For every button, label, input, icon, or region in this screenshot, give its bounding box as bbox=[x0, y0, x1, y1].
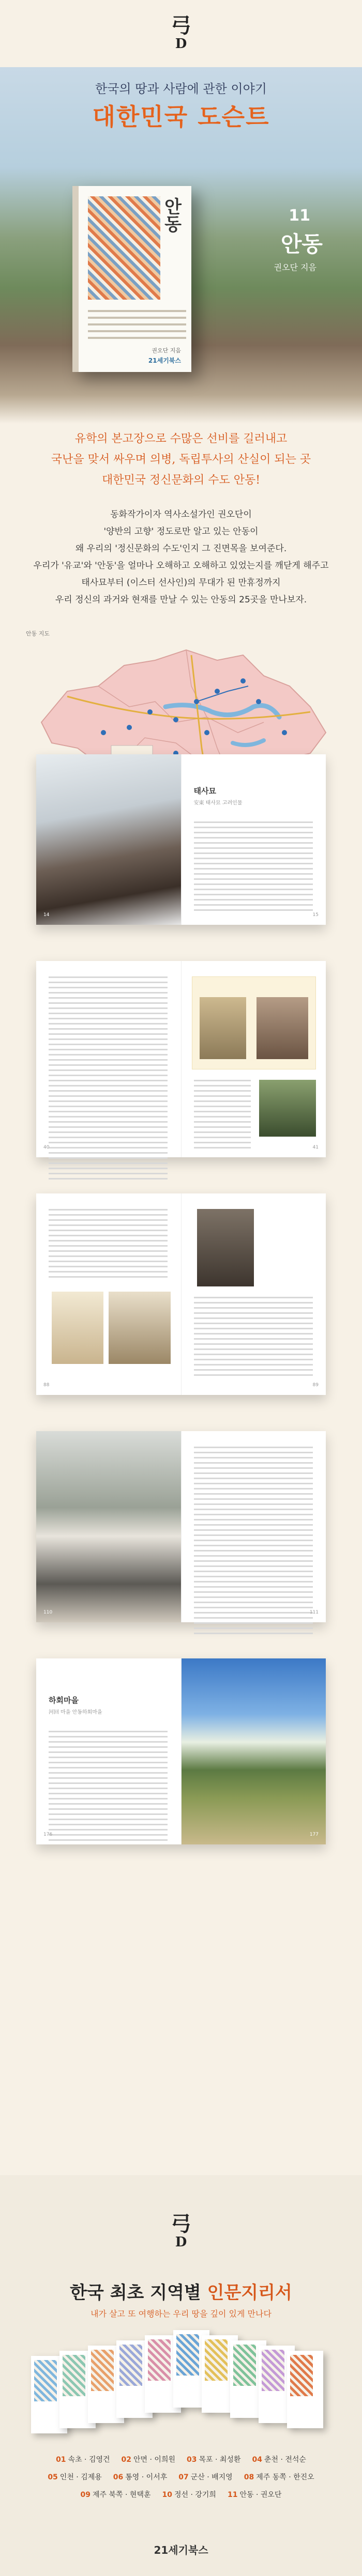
preview-spread-4 bbox=[36, 1431, 326, 1622]
publisher-logo: 21세기북스 bbox=[154, 2544, 208, 2556]
docent-logo-icon: 弓 D bbox=[171, 13, 191, 52]
hero-subtitle: 한국의 땅과 사람에 관한 이야기 bbox=[95, 82, 267, 96]
volume-item: 01 속초 · 김영건 bbox=[56, 2456, 110, 2464]
photo-portrait bbox=[197, 1209, 254, 1286]
volume-item: 10 정선 · 강기희 bbox=[162, 2491, 216, 2499]
book-cover bbox=[72, 186, 191, 372]
photo-hahoe-landscape bbox=[182, 1658, 326, 1844]
photo-snow-roofs bbox=[36, 754, 181, 925]
map-label: 안동 지도 bbox=[26, 630, 50, 637]
photo-document-2 bbox=[109, 1292, 171, 1364]
book-cover-pattern bbox=[88, 196, 160, 300]
volume-item: 08 제주 동쪽 · 한진오 bbox=[244, 2473, 314, 2481]
series-volume-list bbox=[26, 2454, 336, 2500]
series-book bbox=[287, 2351, 323, 2428]
photo-ceremony bbox=[36, 1431, 181, 1622]
hero-title: 대한민국 도슨트 bbox=[92, 103, 270, 131]
book-cover-publisher: 21세기북스 bbox=[148, 357, 181, 364]
series-title: 한국 최초 지역별 인문지리서 bbox=[70, 2283, 292, 2303]
series-subtitle: 내가 살고 또 여행하는 우리 땅을 깊이 있게 만나다 bbox=[90, 2309, 272, 2319]
volume-item: 04 춘천 · 전석순 bbox=[252, 2456, 306, 2464]
book-cover-author: 권오단 지음 bbox=[152, 347, 181, 354]
book-cover-title: 안동 bbox=[161, 197, 182, 232]
series-books bbox=[31, 2330, 331, 2439]
preview-page-right: 177 bbox=[182, 1658, 326, 1844]
preview-spread-1 bbox=[36, 754, 326, 925]
volume-number: 11 bbox=[289, 207, 310, 225]
photo-portrait bbox=[259, 1080, 316, 1137]
volume-item: 07 군산 · 배지영 bbox=[178, 2473, 233, 2481]
preview-page-right: 41 bbox=[182, 961, 326, 1157]
handwritten-tagline: 유학의 본고장으로 수많은 선비를 길러내고 국난을 맞서 싸우며 의병, 독립투사의 산실이 되는 곳 대한민국 정신문화의 수도 안동! bbox=[51, 432, 311, 487]
photo-document bbox=[52, 1292, 103, 1364]
preview-spread-5 bbox=[36, 1658, 326, 1844]
preview-page-right: 111 bbox=[182, 1431, 326, 1622]
preview-spread-3 bbox=[36, 1193, 326, 1395]
hero-banner bbox=[0, 67, 362, 424]
preview-page-right: 태사묘 安東 태사묘 고려인물 15 bbox=[193, 786, 319, 918]
photo-artifact bbox=[200, 997, 246, 1059]
preview-spread-2 bbox=[36, 961, 326, 1157]
series-logo-bottom bbox=[0, 2211, 362, 2253]
volume-item: 06 통영 · 이서후 bbox=[113, 2473, 168, 2481]
preview-page-left: 하회마을 河回 마을 안동하회마을 176 bbox=[36, 1658, 182, 1844]
preview-page-left: 14 bbox=[36, 754, 182, 925]
volume-item: 03 목포 · 최성환 bbox=[187, 2456, 241, 2464]
preview-page-left: 110 bbox=[36, 1431, 182, 1622]
docent-logo-icon: 弓 D bbox=[171, 2212, 191, 2250]
preview-page-right: 89 bbox=[182, 1193, 326, 1395]
volume-item: 02 안면 · 이희원 bbox=[121, 2456, 175, 2464]
volume-item: 11 안동 · 권오단 bbox=[227, 2491, 282, 2499]
volume-author: 권오단 지음 bbox=[274, 262, 316, 272]
volume-name: 안동 bbox=[280, 231, 323, 257]
preview-page-left: 40 bbox=[36, 961, 182, 1157]
photo-statue bbox=[257, 997, 308, 1059]
series-section bbox=[0, 2175, 362, 2576]
volume-item: 05 인천 · 김제용 bbox=[48, 2473, 102, 2481]
book-description: 동화작가이자 역사소설가인 권오단이 '양반의 고향' 정도로만 알고 있는 안동이 왜 우리의 '정신문화의 수도'인지 그 진면목을 보여준다. 우리가 '유교'와 '안동'을 얼마나 오해하고 오해하고 있었는지를 깨닫게 해주고 태사묘부터 (이스터 선사인)의 무대가 된 만휴정까지 우리 정신의 과거와 현재를 만날 수 있는 안동의 25곳을 만나보자. bbox=[33, 509, 329, 605]
series-logo bbox=[0, 0, 362, 67]
preview-page-left: 88 bbox=[36, 1193, 182, 1395]
volume-item: 09 제주 북쪽 · 현택훈 bbox=[80, 2491, 151, 2499]
book-cover-text-lines bbox=[88, 310, 186, 344]
